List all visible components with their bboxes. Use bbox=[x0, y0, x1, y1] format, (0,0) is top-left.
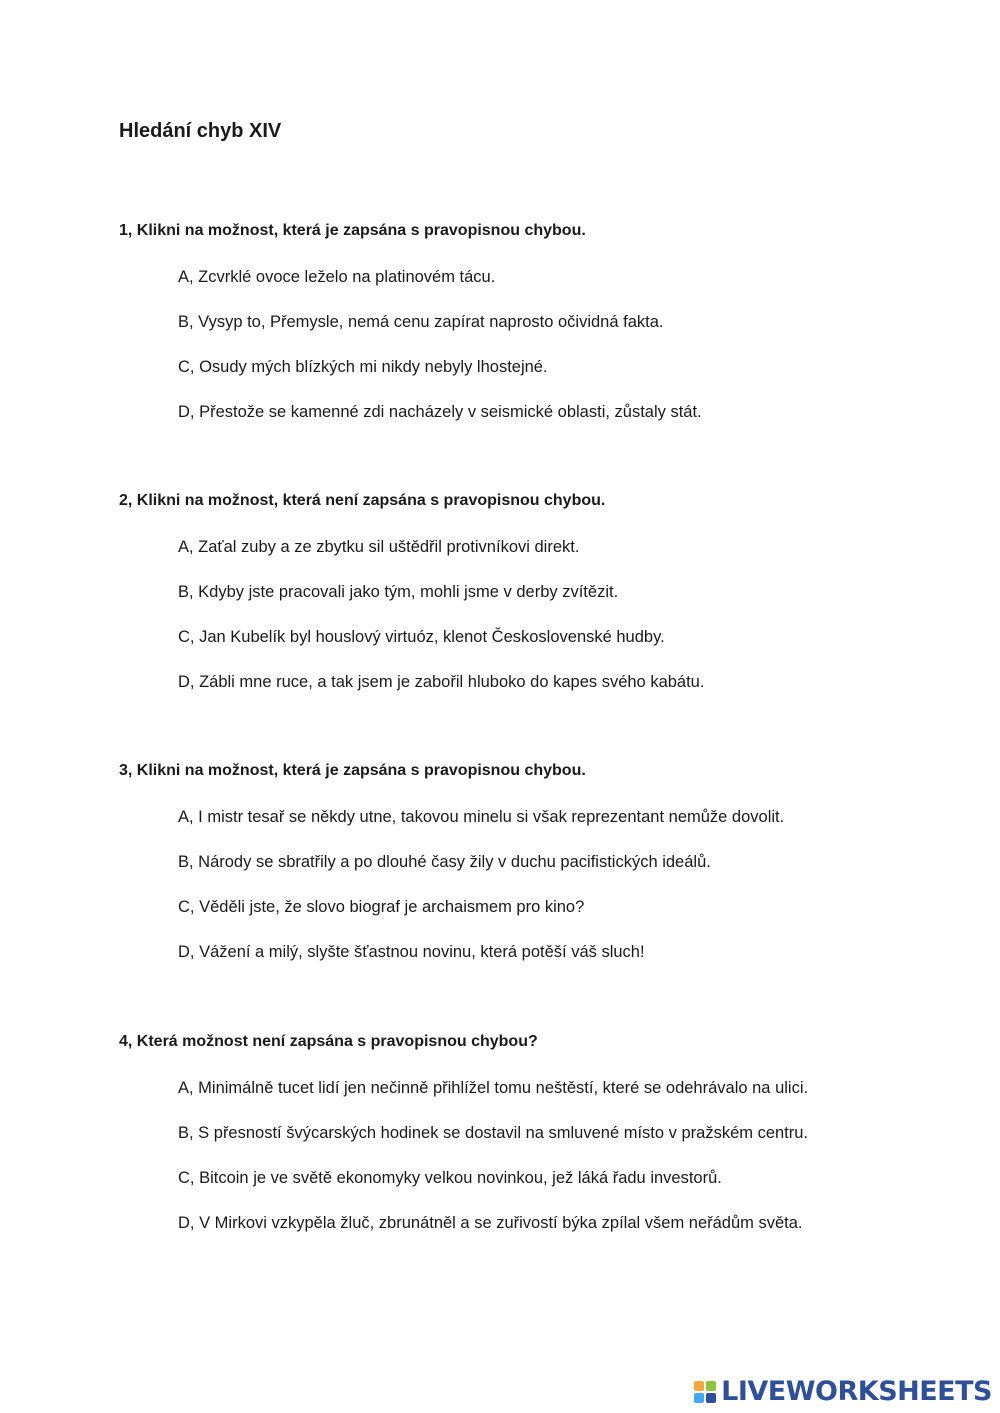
liveworksheets-icon bbox=[694, 1381, 716, 1403]
option-3-c[interactable]: C, Věděli jste, že slovo biograf je archaismem pro kino? bbox=[178, 898, 585, 916]
option-4-c[interactable]: C, Bitcoin je ve světě ekonomyky velkou novinkou, jež láká řadu investorů. bbox=[178, 1169, 722, 1187]
option-3-b[interactable]: B, Národy se sbratřily a po dlouhé časy žily v duchu pacifistických ideálů. bbox=[178, 853, 711, 871]
logo-square-orange bbox=[694, 1381, 704, 1391]
liveworksheets-wordmark: LIVEWORKSHEETS bbox=[721, 1376, 992, 1407]
question-prompt: 4, Která možnost není zapsána s pravopisnou chybou? bbox=[119, 1033, 538, 1050]
option-3-a[interactable]: A, I mistr tesař se někdy utne, takovou minelu si však reprezentant nemůže dovolit. bbox=[178, 808, 785, 826]
question-4 bbox=[119, 1031, 939, 1234]
option-2-a[interactable]: A, Zaťal zuby a ze zbytku sil uštědřil protivníkovi direkt. bbox=[178, 538, 580, 556]
option-4-d[interactable]: D, V Mirkovi vzkypěla žluč, zbrunátněl a se zuřivostí býka zpílal všem neřádům světa. bbox=[178, 1214, 803, 1232]
question-prompt: 2, Klikni na možnost, která není zapsána s pravopisnou chybou. bbox=[119, 492, 606, 509]
logo-square-green bbox=[706, 1381, 716, 1391]
question-3 bbox=[119, 760, 939, 963]
page-title: Hledání chyb XIV bbox=[119, 120, 282, 142]
option-4-b[interactable]: B, S přesností švýcarských hodinek se dostavil na smluvené místo v pražském centru. bbox=[178, 1124, 809, 1142]
option-3-d[interactable]: D, Vážení a milý, slyšte šťastnou novinu, která potěší váš sluch! bbox=[178, 943, 645, 961]
logo-square-blue bbox=[694, 1393, 704, 1403]
option-1-a[interactable]: A, Zcvrklé ovoce leželo na platinovém tácu. bbox=[178, 268, 496, 286]
option-2-d[interactable]: D, Zábli mne ruce, a tak jsem je zabořil hluboko do kapes svého kabátu. bbox=[178, 673, 705, 691]
question-prompt: 1, Klikni na možnost, která je zapsána s pravopisnou chybou. bbox=[119, 222, 586, 239]
liveworksheets-logo bbox=[694, 1376, 992, 1407]
option-4-a[interactable]: A, Minimálně tucet lidí jen nečinně přihlížel tomu neštěstí, které se odehrávalo na ulici. bbox=[178, 1079, 809, 1097]
question-prompt: 3, Klikni na možnost, která je zapsána s pravopisnou chybou. bbox=[119, 762, 586, 779]
option-2-c[interactable]: C, Jan Kubelík byl houslový virtuóz, klenot Československé hudby. bbox=[178, 628, 665, 646]
option-2-b[interactable]: B, Kdyby jste pracovali jako tým, mohli jsme v derby zvítězit. bbox=[178, 583, 619, 601]
question-2 bbox=[119, 490, 939, 693]
option-1-c[interactable]: C, Osudy mých blízkých mi nikdy nebyly lhostejné. bbox=[178, 358, 548, 376]
logo-square-navy bbox=[706, 1393, 716, 1403]
question-1 bbox=[119, 220, 939, 423]
option-1-d[interactable]: D, Přestože se kamenné zdi nacházely v seismické oblasti, zůstaly stát. bbox=[178, 403, 702, 421]
option-1-b[interactable]: B, Vysyp to, Přemysle, nemá cenu zapírat naprosto očividná fakta. bbox=[178, 313, 664, 331]
